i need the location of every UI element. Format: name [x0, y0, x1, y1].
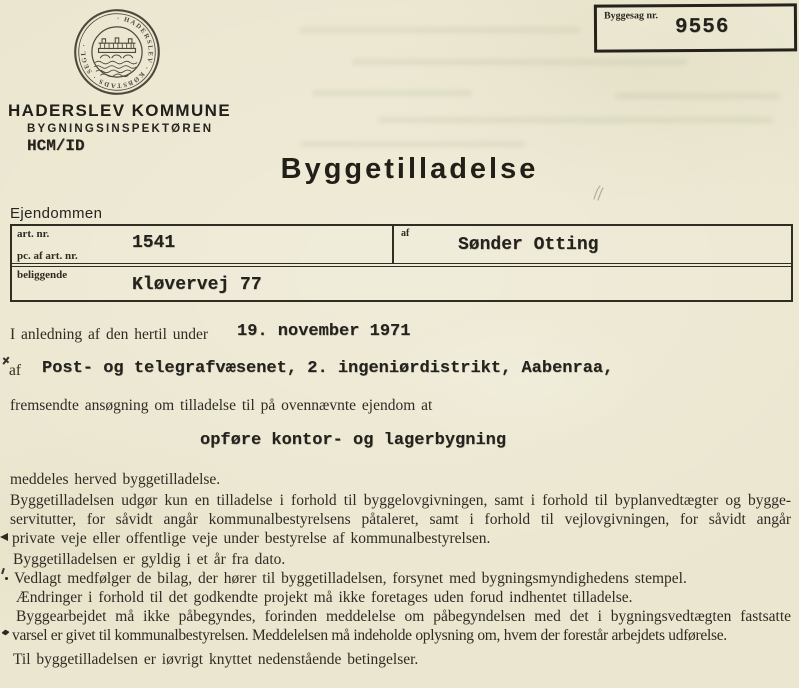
- terms-line: Byggetilladelsen er gyldig i et år fra dato.: [13, 551, 286, 568]
- pen-tick-mark-icon: [1, 629, 9, 635]
- purpose-value: opføre kontor- og lagerbygning: [200, 431, 507, 450]
- terms-line: varsel er givet til kommunalbestyrelsen. Meddelelsen må indeholde oplysning om, hvem der forestår arbejdets udførelse.: [12, 627, 727, 644]
- terms-line: Til byggetilladelsen er iøvrigt knyttet nedenstående betingelser.: [13, 651, 419, 668]
- art-nr-value: 1541: [132, 233, 176, 253]
- parcel-of-art-nr-label: pc. af art. nr.: [17, 250, 78, 262]
- terms-line: Vedlagt medfølger de bilag, der hører til byggetilladelsen, forsynet med bygningsmyndighedens stempel.: [14, 570, 687, 587]
- terms-line: Ændringer i forhold til det godkendte projekt må ikke foretages uden forud indhentet tilladelse.: [16, 589, 633, 606]
- applicant-value: Post- og telegrafvæsenet, 2. ingeniørdistrikt, Aabenraa,: [42, 359, 614, 378]
- af-cell: [394, 226, 791, 263]
- beliggende-value: Kløvervej 77: [132, 275, 262, 295]
- terms-line: private veje eller offentlige veje under bestyrelse af kommunalbestyrelsen.: [12, 530, 491, 547]
- property-table: [10, 224, 793, 302]
- art-nr-label: art. nr.: [17, 228, 50, 240]
- bleedthrough-smudge: [300, 27, 580, 33]
- application-date-value: 19. november 1971: [237, 322, 411, 341]
- art-nr-cell: [12, 226, 394, 263]
- case-number-label: Byggesag nr.: [603, 10, 659, 22]
- department-name: BYGNINGSINSPEKTØREN: [27, 123, 214, 135]
- beliggende-label: beliggende: [17, 269, 68, 281]
- af-value: Sønder Otting: [458, 235, 599, 255]
- property-section-heading: Ejendommen: [10, 205, 103, 222]
- request-line: fremsendte ansøgning om tilladelse til på ovennævnte ejendom at: [10, 397, 433, 414]
- terms-line: Byggetilladelsen udgør kun en tilladelse i forhold til byggelovgivningen, samt i forhold til byplanvedtægter og bygge-: [10, 492, 791, 509]
- municipal-seal-icon: [73, 8, 161, 96]
- pen-scribble-icon: [591, 184, 605, 201]
- document-title: Byggetilladelse: [280, 153, 539, 185]
- bleedthrough-smudge: [352, 59, 687, 65]
- bleedthrough-smudge: [300, 141, 525, 147]
- pen-arrow-mark-icon: [0, 533, 8, 541]
- bleedthrough-smudge: [615, 93, 780, 99]
- terms-line: servitutter, for såvidt angår kommunalbestyrelsens påtaleret, samt i forhold til vejlovgivningen, for såvidt angår: [10, 511, 791, 528]
- applicant-label: af: [9, 362, 22, 379]
- case-number-box: [594, 3, 797, 52]
- municipality-name: HADERSLEV KOMMUNE: [8, 101, 232, 120]
- reference-code: HCM/ID: [27, 137, 85, 155]
- property-table-row-2: [12, 267, 791, 300]
- bleedthrough-smudge: [378, 117, 773, 123]
- pen-dot-mark-icon: [5, 577, 8, 580]
- intro-text: I anledning af den hertil under: [10, 326, 209, 343]
- grant-line: meddeles herved byggetilladelse.: [10, 471, 221, 488]
- property-table-row-1: [12, 226, 791, 267]
- bleedthrough-smudge: [312, 90, 472, 96]
- terms-line: Byggearbejdet må ikke påbegyndes, forinden meddelelse om påbegyndelsen med det i bygningsvedtægten fastsatte: [16, 608, 791, 625]
- case-number-value: 9556: [674, 15, 730, 40]
- af-label: af: [401, 228, 410, 239]
- seal-legend-text: · HADERSLEV · KØBSTADS · SEGL ·: [80, 15, 154, 89]
